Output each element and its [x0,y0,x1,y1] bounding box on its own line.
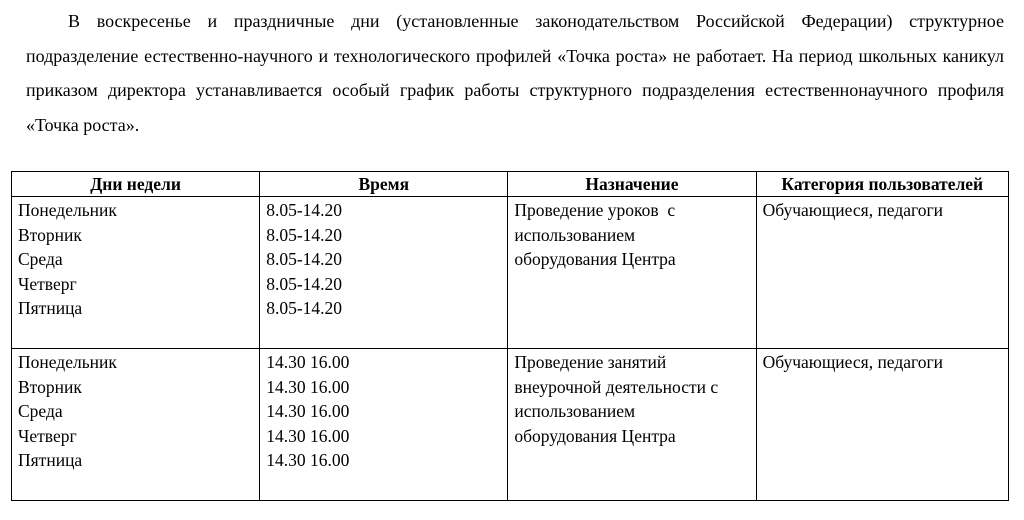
intro-paragraph: В воскресенье и праздничные дни (установленные законодательством Российской Федерации) структурное подразделение естественно-научного и технологического профилей «Точка роста» не работает. На период школьных каникул приказом директора устанавливается особый график работы структурного подразделения естественнонаучного профиля «Точка роста». [26,11,1004,135]
purpose-text: использованием [514,401,636,421]
purpose-text: Проведение занятий [514,352,667,372]
header-user-category: Категория пользователей [756,172,1008,197]
day-label: Вторник [18,376,82,397]
day-label: Вторник [18,224,82,245]
time-label: 14.30 16.00 [266,425,350,446]
day-label: Среда [18,401,63,421]
purpose-text: внеурочной деятельности с [514,376,719,397]
purpose-text: использованием [514,224,636,245]
user-category-cell [756,197,1008,349]
table-header-row [12,172,1009,197]
purpose-text: Проведение уроков с [514,200,676,220]
day-label: Четверг [18,425,77,446]
time-label: 8.05-14.20 [266,273,343,294]
time-label: 8.05-14.20 [266,224,343,245]
time-label: 14.30 16.00 [266,352,350,372]
purpose-text: оборудования Центра [514,425,676,446]
time-label: 14.30 16.00 [266,401,350,421]
purpose-text: оборудования Центра [514,249,676,269]
time-cell [260,197,508,349]
purpose-cell [508,349,756,501]
table-row [12,197,1009,349]
day-label: Понедельник [18,200,117,220]
time-label: 14.30 16.00 [266,450,350,470]
user-category-text: Обучающиеся, педагоги [762,352,944,372]
days-cell [12,197,260,349]
time-label: 8.05-14.20 [266,249,343,269]
user-category-text: Обучающиеся, педагоги [762,200,944,220]
day-label: Пятница [18,450,83,470]
day-label: Среда [18,249,63,269]
time-cell [260,349,508,501]
day-label: Пятница [18,298,83,318]
schedule-table [11,171,1009,501]
table-row [12,349,1009,501]
day-label: Понедельник [18,352,117,372]
days-cell [12,349,260,501]
time-label: 8.05-14.20 [266,200,343,220]
time-label: 14.30 16.00 [266,376,350,397]
day-label: Четверг [18,273,77,294]
time-label: 8.05-14.20 [266,298,343,318]
user-category-cell [756,349,1008,501]
purpose-cell [508,197,756,349]
header-time: Время [260,172,508,197]
header-days: Дни недели [12,172,260,197]
header-purpose: Назначение [508,172,756,197]
